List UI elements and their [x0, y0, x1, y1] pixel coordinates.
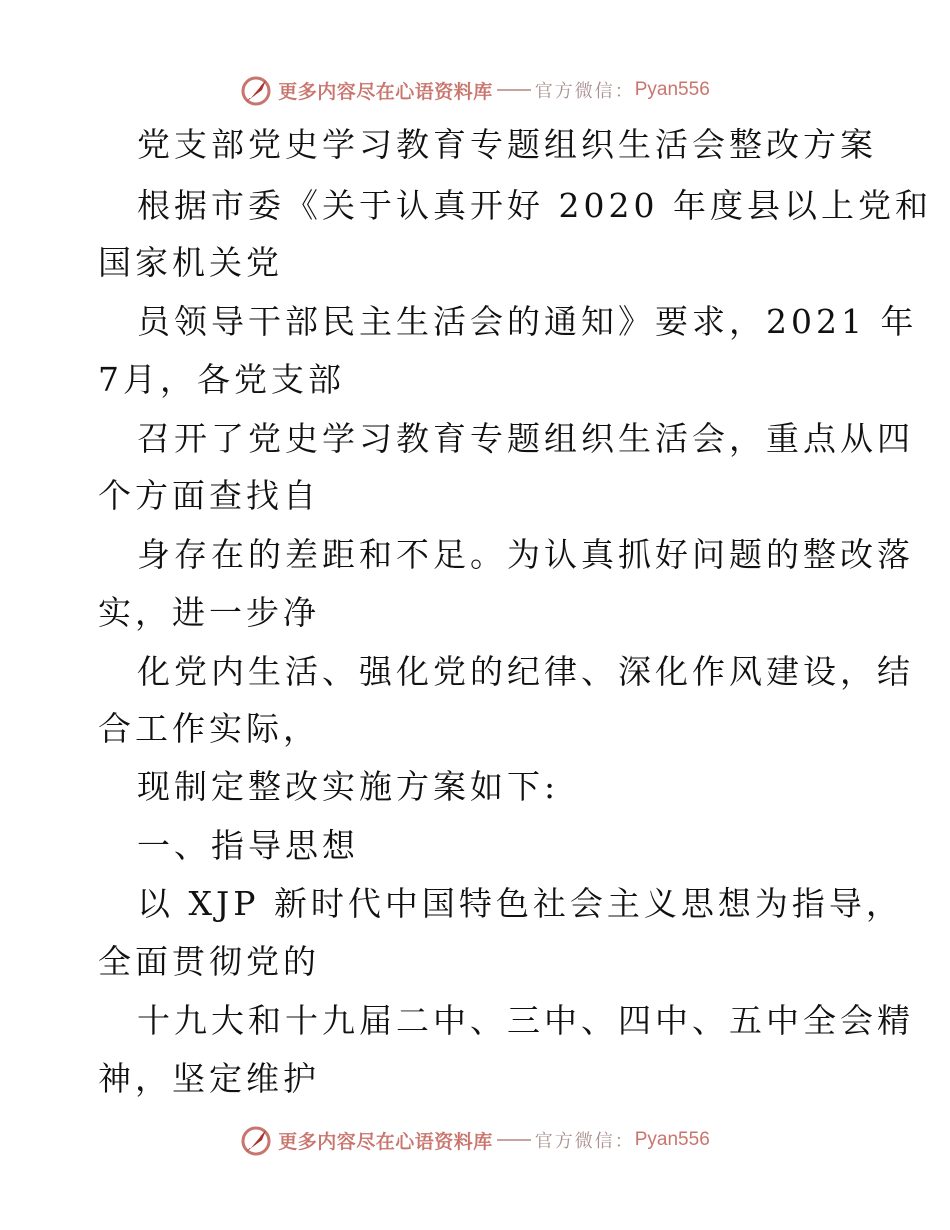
- footer-banner-text: 更多内容尽在心语资料库: [278, 1130, 493, 1153]
- footer-banner-sub: 官方微信：: [534, 1131, 635, 1152]
- paragraph-line: 十九大和十九届二中、三中、四中、五中全会精: [137, 1001, 914, 1040]
- paragraph-line: 个方面查找自: [98, 476, 320, 515]
- paragraph-line: 化党内生活、强化党的纪律、深化作风建设，结: [137, 652, 914, 691]
- document-title: 党支部党史学习教育专题组织生活会整改方案: [137, 125, 877, 164]
- header-watermark-banner: [0, 70, 950, 110]
- feather-pen-logo-icon: [240, 1124, 272, 1156]
- paragraph-line: 全面贯彻党的: [98, 942, 320, 981]
- header-banner-text: 更多内容尽在心语资料库: [278, 80, 493, 103]
- paragraph-line: 根据市委《关于认真开好 2020 年度县以上党和: [137, 186, 932, 225]
- footer-banner-dash: [497, 1139, 531, 1141]
- paragraph-line: 实，进一步净: [98, 593, 320, 632]
- header-banner-id: Pyan556: [634, 79, 710, 100]
- header-banner-dash: [497, 89, 531, 91]
- paragraph-line: 员领导干部民主生活会的通知》要求，2021 年: [137, 302, 918, 341]
- paragraph-line: 合工作实际，: [98, 709, 320, 748]
- footer-banner-id: Pyan556: [634, 1129, 710, 1150]
- paragraph-line: 以 XJP 新时代中国特色社会主义思想为指导，: [137, 884, 903, 923]
- footer-watermark-banner: [0, 1120, 950, 1160]
- paragraph-line: 神，坚定维护: [98, 1059, 320, 1098]
- header-banner-sub: 官方微信：: [534, 81, 635, 102]
- paragraph-line: 召开了党史学习教育专题组织生活会，重点从四: [137, 419, 914, 458]
- paragraph-line: 7月，各党支部: [98, 360, 345, 399]
- paragraph-line: 国家机关党: [98, 243, 283, 282]
- feather-pen-logo-icon: [240, 74, 272, 106]
- paragraph-line: 身存在的差距和不足。为认真抓好问题的整改落: [137, 535, 914, 574]
- paragraph-line: 现制定整改实施方案如下:: [137, 767, 560, 806]
- section-heading: 一、指导思想: [137, 826, 359, 865]
